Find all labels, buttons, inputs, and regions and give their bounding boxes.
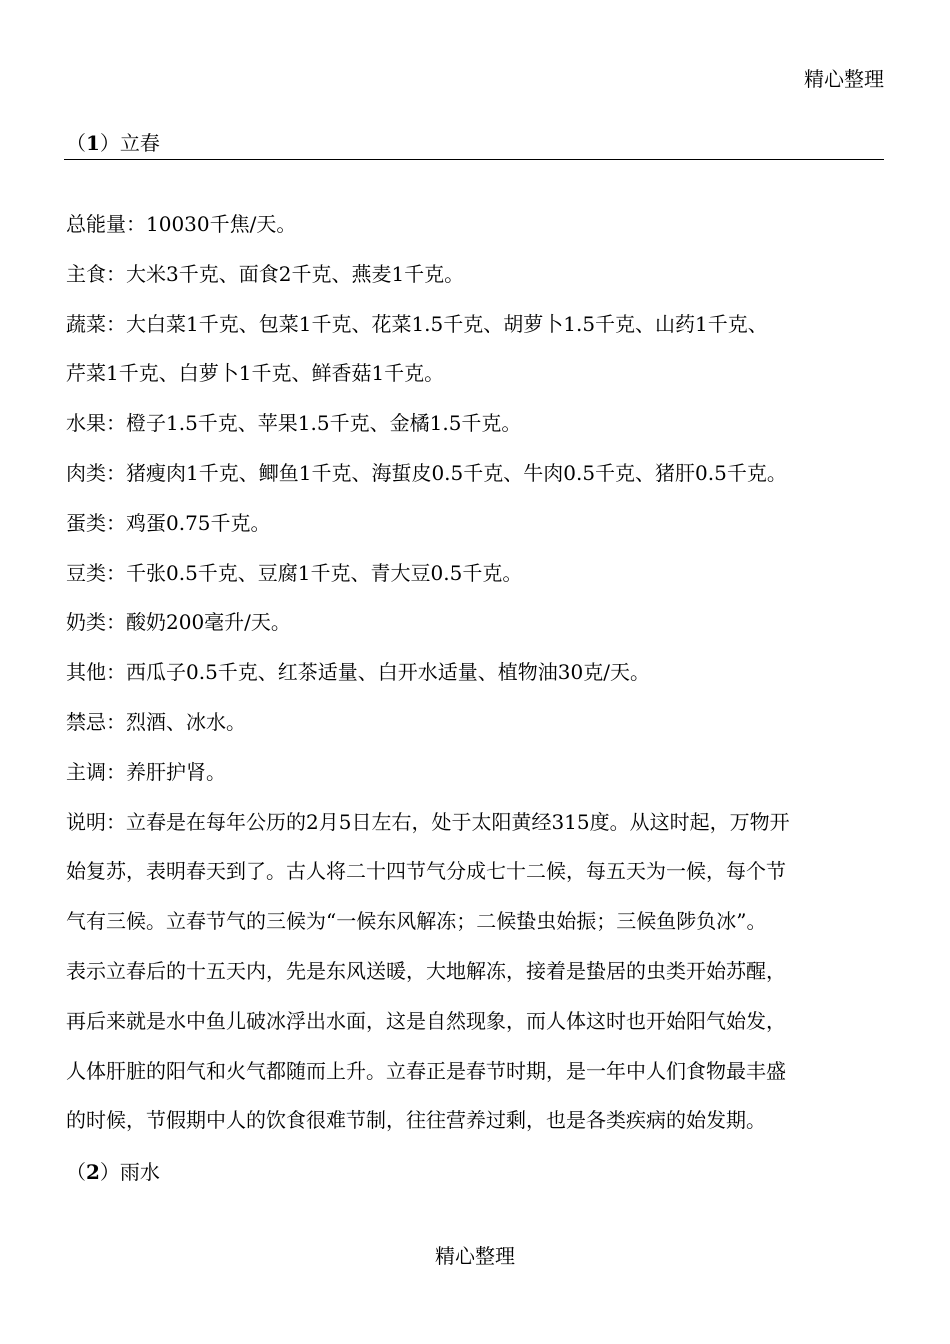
section-title: 雨水 [119, 1160, 160, 1184]
text-line-explanation-2: 始复苏，表明春天到了。古人将二十四节气分成七十二候，每五天为一候，每个节 [66, 859, 786, 884]
footer-watermark-text: 精心整理 [435, 1244, 515, 1268]
text-line-taboo: 禁忌：烈酒、冰水。 [66, 709, 246, 734]
text-line-other: 其他：西瓜子0.5千克、红茶适量、白开水适量、植物油30克/天。 [66, 660, 650, 685]
text-line-explanation-4: 表示立春后的十五天内，先是东风送暖，大地解冻，接着是蛰居的虫类开始苏醒， [66, 958, 786, 983]
text-line-dairy: 奶类：酸奶200毫升/天。 [66, 610, 291, 635]
text-line-vegetables: 蔬菜：大白菜1千克、包菜1千克、花菜1.5千克、胡萝卜1.5千克、山药1千克、 [66, 311, 768, 336]
header-divider [64, 159, 884, 160]
header-watermark-text: 精心整理 [804, 67, 884, 91]
text-line-eggs: 蛋类：鸡蛋0.75千克。 [66, 510, 271, 535]
text-line-beans: 豆类：千张0.5千克、豆腐1千克、青大豆0.5千克。 [66, 560, 523, 585]
text-line-explanation-1: 说明：立春是在每年公历的2月5日左右，处于太阳黄经315度。从这时起，万物开 [66, 809, 790, 834]
text-line-tone: 主调：养肝护肾。 [66, 759, 226, 784]
section-number: 1 [86, 131, 100, 155]
text-line-explanation-3: 气有三候。立春节气的三候为“一候东风解冻；二候蛰虫始振；三候鱼陟负冰”。 [66, 909, 767, 934]
text-line-meat: 肉类：猪瘦肉1千克、鲫鱼1千克、海蜇皮0.5千克、牛肉0.5千克、猪肝0.5千克。 [66, 460, 787, 485]
section-heading-1: （1）立春 [66, 131, 160, 155]
section-number: 2 [86, 1160, 100, 1184]
text-line-explanation-6: 人体肝脏的阳气和火气都随而上升。立春正是春节时期，是一年中人们食物最丰盛 [66, 1058, 786, 1083]
text-line-vegetables-cont: 芹菜1千克、白萝卜1千克、鲜香菇1千克。 [66, 361, 445, 386]
document-body [66, 209, 886, 1155]
section-title: 立春 [119, 131, 160, 155]
text-line-staple: 主食：大米3千克、面食2千克、燕麦1千克。 [66, 261, 465, 286]
section-heading-2: （2）雨水 [66, 1160, 160, 1184]
text-line-explanation-7: 的时候，节假期中人的饮食很难节制，往往营养过剩，也是各类疾病的始发期。 [66, 1108, 766, 1133]
text-line-explanation-5: 再后来就是水中鱼儿破冰浮出水面，这是自然现象，而人体这时也开始阳气始发， [66, 1008, 786, 1033]
text-line-energy: 总能量：10030千焦/天。 [66, 212, 297, 236]
text-line-fruit: 水果：橙子1.5千克、苹果1.5千克、金橘1.5千克。 [66, 411, 522, 436]
